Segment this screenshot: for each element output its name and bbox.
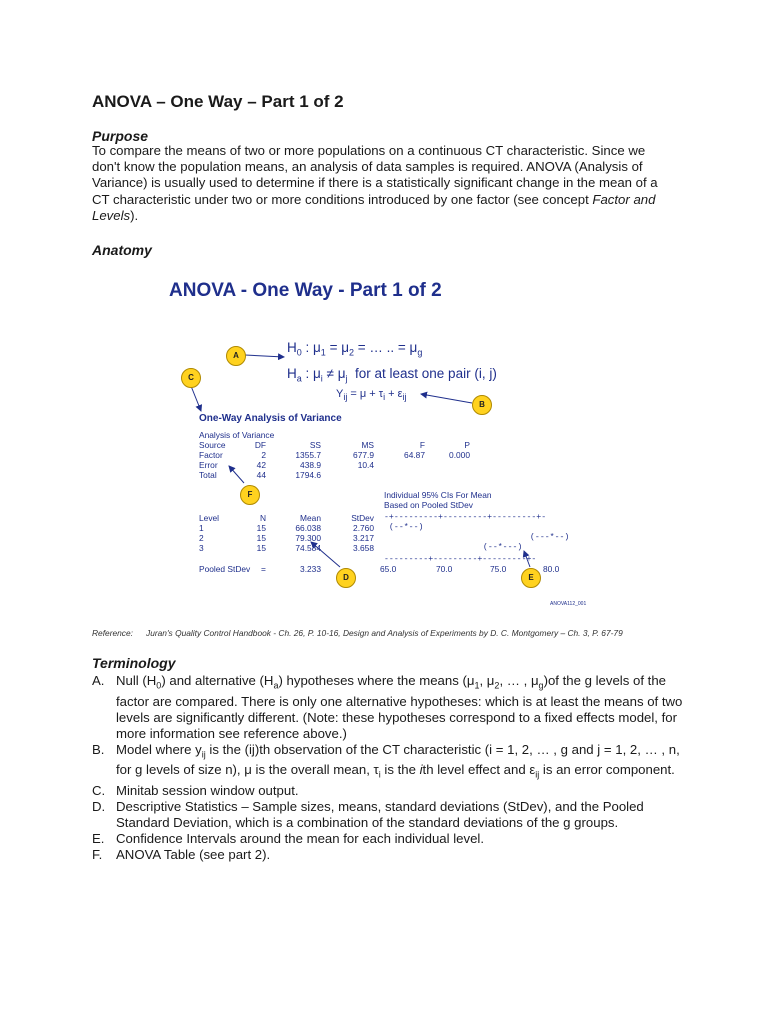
terminology-heading: Terminology xyxy=(92,655,176,671)
term-text: Descriptive Statistics – Sample sizes, means, standard deviations (StDev), and the Pooled Standard Deviation, which is a combination of the standard deviations of the g groups. xyxy=(116,798,644,830)
anova-header-df: DF xyxy=(254,440,266,450)
level-row-3-stdev: 3.658 xyxy=(353,543,374,553)
purpose-heading: Purpose xyxy=(92,128,149,144)
term-item-e xyxy=(92,831,692,847)
anova-header-ms: MS xyxy=(361,440,374,450)
level-row-3-level: 3 xyxy=(199,543,204,553)
term-b-text: Model where y xyxy=(116,741,202,757)
pooled-stdev-label: Pooled StDev xyxy=(199,564,251,574)
ci-interval-3: (--*---) xyxy=(483,543,523,552)
anova-row-factor-ms: 677.9 xyxy=(353,450,374,460)
term-text: Minitab session window output. xyxy=(116,782,299,798)
term-item-b xyxy=(92,742,692,783)
term-b-sub: ij xyxy=(201,749,206,760)
ci-axis-top: -+---------+---------+---------+- xyxy=(384,513,547,522)
anova-row-factor-source: Factor xyxy=(199,450,223,460)
term-item-f xyxy=(92,847,692,863)
term-b-italic: i xyxy=(419,762,423,778)
ci-header-line1: Individual 95% CIs For Mean xyxy=(384,490,492,500)
purpose-paragraph xyxy=(92,143,676,224)
level-row-2-n: 15 xyxy=(256,533,266,543)
callout-f: F xyxy=(240,485,260,505)
term-a-text: )of the g levels of the factor are compared. There is only one alternative hypotheses: which is at least the means of two levels are significantly different. (Note: these hypotheses correspond to a fixed effects model, for more information see reference above.) xyxy=(116,673,683,741)
pooled-stdev-value: 3.233 xyxy=(300,564,321,574)
page-title: ANOVA – One Way – Part 1 of 2 xyxy=(92,92,344,111)
term-letter: C. xyxy=(92,782,106,798)
alt-hypothesis: $H_a$ : $\mu_i \ne \mu_j$ for at least one pair (i, j) xyxy=(287,366,497,384)
ci-header-line2: Based on Pooled StDev xyxy=(384,500,473,510)
callout-d: D xyxy=(336,568,356,588)
anova-row-total-source: Total xyxy=(199,470,217,480)
term-a-text: ) and alternative (H xyxy=(161,673,274,688)
level-row-1-mean: 66.038 xyxy=(295,523,321,533)
callout-b: B xyxy=(472,395,492,415)
term-b-text: is an error component. xyxy=(539,762,675,778)
term-letter: F. xyxy=(92,846,103,862)
anova-row-factor-p: 0.000 xyxy=(449,450,470,460)
ci-tick-70: 70.0 xyxy=(436,564,453,574)
level-header-mean: Mean xyxy=(300,513,321,523)
level-row-1-n: 15 xyxy=(256,523,266,533)
anova-row-error-source: Error xyxy=(199,460,218,470)
ci-tick-80: 80.0 xyxy=(543,564,560,574)
ci-interval-2: (---*--) xyxy=(530,533,570,542)
anatomy-figure xyxy=(0,270,768,620)
term-a-sub: 1 xyxy=(474,680,480,691)
anova-subtitle: Analysis of Variance xyxy=(199,430,275,440)
term-item-d xyxy=(92,799,692,831)
null-hypothesis: $H_0$ : $\mu_1 = \mu_2$ = … .. = $\mu_g$ xyxy=(287,340,423,358)
level-row-2-mean: 79.300 xyxy=(295,533,321,543)
anova-header-ss: SS xyxy=(309,440,321,450)
term-letter: E. xyxy=(92,830,105,846)
term-b-sub: i xyxy=(378,769,381,780)
anova-header-f: F xyxy=(419,440,425,450)
callout-c: C xyxy=(181,368,201,388)
purpose-text-main: To compare the means of two or more populations on a continuous CT characteristic. Since we don't know the population means, an analysis of data samples is required. ANOVA (Analysis of Variance) is usually used to determine if there is a statistically significant change in the mean of a CT characteristic under two or more conditions introduced by one factor (see concept xyxy=(92,143,658,207)
terminology-list xyxy=(92,673,692,863)
callout-e: E xyxy=(521,568,541,588)
anova-row-factor-f: 64.87 xyxy=(404,450,425,460)
level-row-2-stdev: 3.217 xyxy=(353,533,374,543)
anova-row-total-df: 44 xyxy=(256,470,266,480)
level-row-3-n: 15 xyxy=(256,543,266,553)
arrow-c xyxy=(191,386,201,411)
anova-row-factor-ss: 1355.7 xyxy=(295,450,321,460)
term-letter: A. xyxy=(92,673,105,688)
term-a-text: ) hypotheses where the means (μ xyxy=(278,673,475,688)
term-b-sub: ij xyxy=(535,769,540,780)
term-letter: D. xyxy=(92,798,106,814)
term-a-text: Null (H xyxy=(116,673,157,688)
anatomy-heading: Anatomy xyxy=(92,242,152,258)
level-header-stdev: StDev xyxy=(351,513,374,523)
term-a-text: , … , μ xyxy=(499,673,539,688)
term-letter: B. xyxy=(92,741,105,757)
term-a-sub: a xyxy=(273,680,279,691)
reference-text: Juran's Quality Control Handbook - Ch. 26, P. 10-16, Design and Analysis of Experiments by D. C. Montgomery – Ch. 3, P. 67-79 xyxy=(146,628,623,638)
term-a-sub: g xyxy=(538,680,544,691)
level-row-1-level: 1 xyxy=(199,523,204,533)
term-b-text: th level effect and ε xyxy=(422,762,536,778)
anova-row-error-df: 42 xyxy=(256,460,266,470)
figure-code: ANOVA112_001 xyxy=(550,601,587,607)
pooled-stdev-equals: = xyxy=(261,564,266,574)
level-header-n: N xyxy=(259,513,266,523)
callout-a: A xyxy=(226,346,246,366)
term-item-c xyxy=(92,783,692,799)
term-b-text: is the xyxy=(380,762,420,778)
level-row-1-stdev: 2.760 xyxy=(353,523,374,533)
model-equation: $Y_{ij} = \mu + \tau_i + \varepsilon_{ij}$ xyxy=(336,388,407,403)
term-a-text: , μ xyxy=(479,673,495,688)
anova-header-p: P xyxy=(464,440,470,450)
anova-row-total-ss: 1794.6 xyxy=(295,470,321,480)
term-item-a xyxy=(92,673,692,742)
term-text: Confidence Intervals around the mean for each individual level. xyxy=(116,830,485,846)
anova-row-error-ss: 438.9 xyxy=(300,460,321,470)
figure-title: ANOVA - One Way - Part 1 of 2 xyxy=(169,280,442,301)
anova-header-source: Source xyxy=(199,440,226,450)
arrow-b xyxy=(421,394,472,403)
term-b-text: is the (ij)th observation of the CT characteristic (i = 1, 2, … , g and j = 1, 2, … , n, for g levels of size n), μ is the overall mean, τ xyxy=(116,741,680,778)
level-row-3-mean: 74.584 xyxy=(295,543,321,553)
term-a-sub: 2 xyxy=(494,680,500,691)
term-a-sub: 0 xyxy=(156,680,162,691)
reference-line xyxy=(92,628,623,638)
level-row-2-level: 2 xyxy=(199,533,204,543)
ci-tick-75: 75.0 xyxy=(490,564,507,574)
level-header-level: Level xyxy=(199,513,220,523)
minitab-title: One-Way Analysis of Variance xyxy=(199,413,342,424)
purpose-text-end: ). xyxy=(130,207,139,223)
anova-row-error-ms: 10.4 xyxy=(357,460,374,470)
term-text: ANOVA Table (see part 2). xyxy=(116,846,271,862)
ci-interval-1: (--*--) xyxy=(389,523,424,532)
anova-row-factor-df: 2 xyxy=(261,450,266,460)
arrow-a xyxy=(245,355,284,357)
ci-axis-bottom: ---------+---------+---------+- xyxy=(384,555,537,564)
reference-label: Reference: xyxy=(92,628,133,638)
ci-tick-65: 65.0 xyxy=(380,564,397,574)
purpose-text-italic: Factor and Levels xyxy=(92,191,656,223)
